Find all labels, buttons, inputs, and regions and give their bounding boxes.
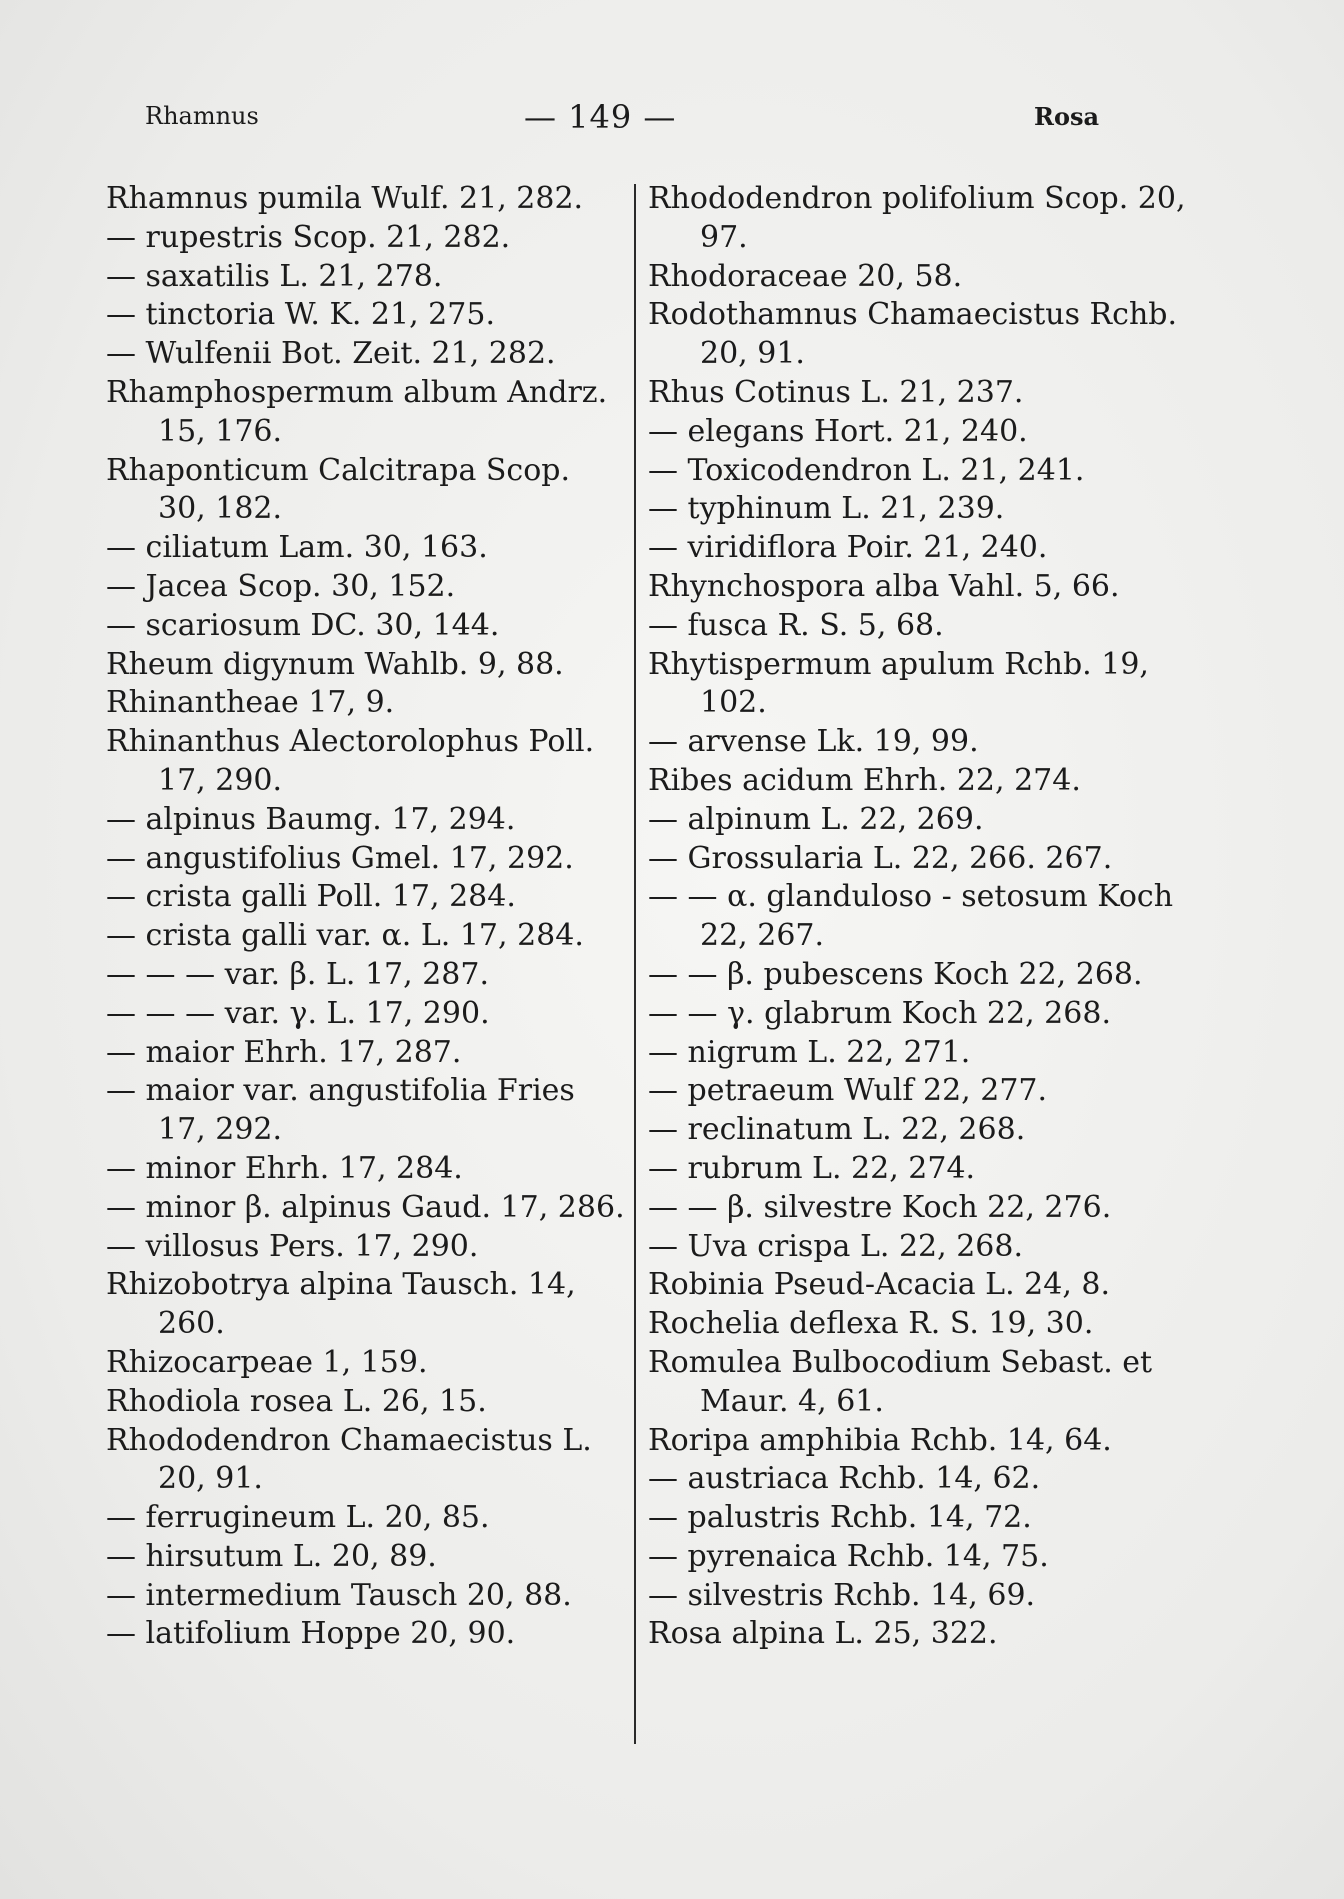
index-entry: Rhus Cotinus L. 21, 237. xyxy=(648,374,1024,410)
index-entry: — rupestris Scop. 21, 282. xyxy=(106,219,511,255)
index-entry: — — γ. glabrum Koch 22, 268. xyxy=(648,995,1111,1031)
index-entry: — maior Ehrh. 17, 287. xyxy=(106,1034,462,1070)
index-entry: — viridiflora Poir. 21, 240. xyxy=(648,530,1048,566)
index-entry: Rhizobotrya alpina Tausch. 14, 260. xyxy=(106,1267,576,1342)
header-left-catchword: Rhamnus xyxy=(145,102,259,130)
index-entry: — nigrum L. 22, 271. xyxy=(648,1034,971,1070)
index-entry: — Wulfenii Bot. Zeit. 21, 282. xyxy=(106,336,556,372)
index-entry: Rhinantheae 17, 9. xyxy=(106,685,395,721)
index-entry: — rubrum L. 22, 274. xyxy=(648,1150,976,1186)
index-entry: Roripa amphibia Rchb. 14, 64. xyxy=(648,1422,1112,1458)
index-entry: — Jacea Scop. 30, 152. xyxy=(106,568,456,604)
index-entry: — villosus Pers. 17, 290. xyxy=(106,1228,479,1264)
index-entry: — Uva crispa L. 22, 268. xyxy=(648,1228,1023,1264)
index-entry: Rhamnus pumila Wulf. 21, 282. xyxy=(106,181,584,216)
index-entry: — Grossularia L. 22, 266. 267. xyxy=(648,840,1113,876)
index-entry: — — β. pubescens Koch 22, 268. xyxy=(648,956,1143,992)
column-divider xyxy=(634,184,636,1744)
index-entry: Ribes acidum Ehrh. 22, 274. xyxy=(648,762,1081,798)
index-entry: — petraeum Wulf 22, 277. xyxy=(648,1073,1048,1109)
index-entry: Rhaponticum Calcitrapa Scop. 30, 182. xyxy=(106,452,571,527)
index-entry: Romulea Bulbocodium Sebast. et Maur. 4, 61. xyxy=(648,1344,1153,1419)
index-entry: — alpinus Baumg. 17, 294. xyxy=(106,801,516,837)
index-entry: — ciliatum Lam. 30, 163. xyxy=(106,530,488,566)
index-entry: — alpinum L. 22, 269. xyxy=(648,801,984,837)
index-entry: — minor β. alpinus Gaud. 17, 286. xyxy=(106,1189,625,1225)
index-entry: Rhinanthus Alectorolophus Poll. 17, 290. xyxy=(106,724,595,798)
index-entry: — angustifolius Gmel. 17, 292. xyxy=(106,840,574,876)
index-entry: — scariosum DC. 30, 144. xyxy=(106,607,500,643)
index-entry: — maior var. angustifolia Fries 17, 292. xyxy=(106,1073,575,1148)
index-entry: Rhodiola rosea L. 26, 15. xyxy=(106,1383,487,1419)
index-entry: — silvestris Rchb. 14, 69. xyxy=(648,1577,1036,1613)
index-entry: — — — var. γ. L. 17, 290. xyxy=(106,995,490,1031)
index-entry: — — — var. β. L. 17, 287. xyxy=(106,956,490,992)
index-entry: — — α. glanduloso - setosum Koch 22, 267. xyxy=(648,879,1174,954)
index-entry: — hirsutum L. 20, 89. xyxy=(106,1538,437,1574)
index-entry: Rhododendron Chamaecistus L. 20, 91. xyxy=(106,1422,592,1497)
index-entry: — pyrenaica Rchb. 14, 75. xyxy=(648,1538,1049,1574)
running-header xyxy=(0,98,1344,138)
index-entry: Rheum digynum Wahlb. 9, 88. xyxy=(106,646,564,682)
index-entry: Robinia Pseud-Acacia L. 24, 8. xyxy=(648,1267,1111,1303)
index-entry: Rochelia deflexa R. S. 19, 30. xyxy=(648,1306,1094,1342)
index-entry: — reclinatum L. 22, 268. xyxy=(648,1112,1026,1148)
index-entry: Rodothamnus Chamaecistus Rchb. 20, 91. xyxy=(648,297,1177,372)
index-entry: — saxatilis L. 21, 278. xyxy=(106,258,443,294)
index-entry: — minor Ehrh. 17, 284. xyxy=(106,1150,463,1186)
index-entry: Rhynchospora alba Vahl. 5, 66. xyxy=(648,568,1120,604)
index-entry: Rhizocarpeae 1, 159. xyxy=(106,1344,428,1380)
index-entry: Rhytispermum apulum Rchb. 19, 102. xyxy=(648,646,1149,721)
index-entry: — crista galli var. α. L. 17, 284. xyxy=(106,918,584,954)
index-entry: — ferrugineum L. 20, 85. xyxy=(106,1500,490,1536)
index-entry: Rhamphospermum album Andrz. 15, 176. xyxy=(106,374,608,449)
index-entry: — tinctoria W. K. 21, 275. xyxy=(106,297,495,333)
index-entry: — palustris Rchb. 14, 72. xyxy=(648,1500,1032,1536)
index-column-left xyxy=(106,180,626,1654)
index-entry: — fusca R. S. 5, 68. xyxy=(648,607,944,643)
index-entry: — austriaca Rchb. 14, 62. xyxy=(648,1461,1041,1497)
index-entry: Rosa alpina L. 25, 322. xyxy=(648,1616,998,1652)
index-entry: — crista galli Poll. 17, 284. xyxy=(106,879,516,915)
index-entry: — elegans Hort. 21, 240. xyxy=(648,413,1028,449)
index-entry: Rhodoraceae 20, 58. xyxy=(648,258,963,294)
header-right-catchword: Rosa xyxy=(1034,102,1100,131)
page-number: — 149 — xyxy=(524,98,677,136)
index-entry: Rhododendron polifolium Scop. 20, 97. xyxy=(648,181,1186,255)
index-entry: — intermedium Tausch 20, 88. xyxy=(106,1577,572,1613)
index-entry: — latifolium Hoppe 20, 90. xyxy=(106,1616,516,1652)
index-entry: — arvense Lk. 19, 99. xyxy=(648,724,979,760)
index-entry: — typhinum L. 21, 239. xyxy=(648,491,1005,527)
index-column-right xyxy=(648,180,1188,1654)
index-entry: — Toxicodendron L. 21, 241. xyxy=(648,452,1085,488)
index-entry: — — β. silvestre Koch 22, 276. xyxy=(648,1189,1112,1225)
